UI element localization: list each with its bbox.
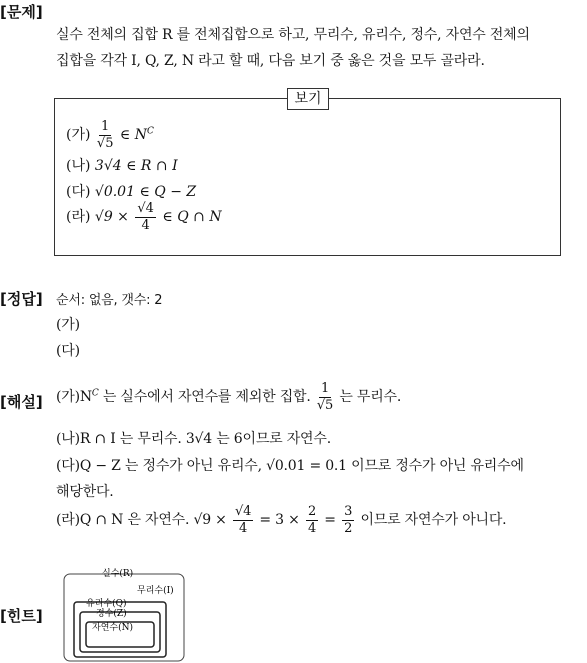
problem-line-2: 집합을 각각 I, Q, Z, N 라고 할 때, 다음 보기 중 옳은 것을 모두 골라라. [56, 53, 485, 69]
answer-item: (가) [56, 317, 80, 333]
explanation-line-1: (가)$N^C$ 는 실수에서 자연수를 제외한 집합. $\frac{1}{√5}$ 는 무리수. [56, 381, 402, 413]
explanation-line-3: (다)Q − Z 는 정수가 아닌 유리수, √0.01 = 0.1 이므로 정수가 아닌 유리수에 [56, 458, 524, 474]
problem-label: [문제] [0, 3, 43, 21]
explanation-line-5: (라)Q ∩ N 은 자연수. √9 × $\frac{√4}{4}$ = 3 × $\frac{2}{4}$ = $\frac{3}{2}$ 이므로 자연수가 아니다. [56, 504, 507, 536]
explanation-label: [해설] [0, 393, 43, 411]
example-item-da: (다) √0.01 ∈ Q − Z [66, 184, 197, 200]
answer-label: [정답] [0, 290, 43, 308]
integer-set-label: 정수(Z) [96, 609, 127, 619]
problem-line-1: 실수 전체의 집합 R 를 전체집합으로 하고, 무리수, 유리수, 정수, 자연수 전체의 [56, 27, 530, 43]
example-box-title: 보기 [287, 88, 329, 110]
natural-set-label: 자연수(N) [92, 623, 133, 633]
fraction: $\frac{1}{√5}$ [316, 381, 334, 413]
example-item-na: (나) 3√4 ∈ R ∩ I [66, 158, 178, 174]
number-set-diagram [62, 566, 187, 663]
fraction: $\frac{2}{4}$ [307, 504, 317, 536]
answer-item: (다) [56, 343, 80, 359]
hint-label: [힌트] [0, 607, 43, 625]
explanation-line-2: (나)R ∩ I 는 무리수. 3√4 는 6이므로 자연수. [56, 431, 331, 447]
fraction: $\frac{1}{√5}$ [96, 119, 114, 151]
rational-set-label: 유리수(Q) [86, 599, 127, 609]
fraction: $\frac{3}{2}$ [344, 504, 353, 536]
answer-meta: 순서: 없음, 갯수: 2 [56, 293, 163, 308]
irrational-set-label: 무리수(I) [137, 586, 174, 596]
real-set-label: 실수(R) [102, 569, 134, 579]
explanation-line-4: 해당한다. [56, 484, 114, 500]
example-item-ra: (라) √9 × $\frac{√4}{4}$ ∈ Q ∩ N [66, 201, 222, 233]
fraction: $\frac{√4}{4}$ [234, 504, 252, 536]
fraction: $\frac{√4}{4}$ [137, 201, 154, 233]
example-item-ga: (가) $\frac{1}{√5}$ ∈ $N^C$ [66, 119, 154, 151]
